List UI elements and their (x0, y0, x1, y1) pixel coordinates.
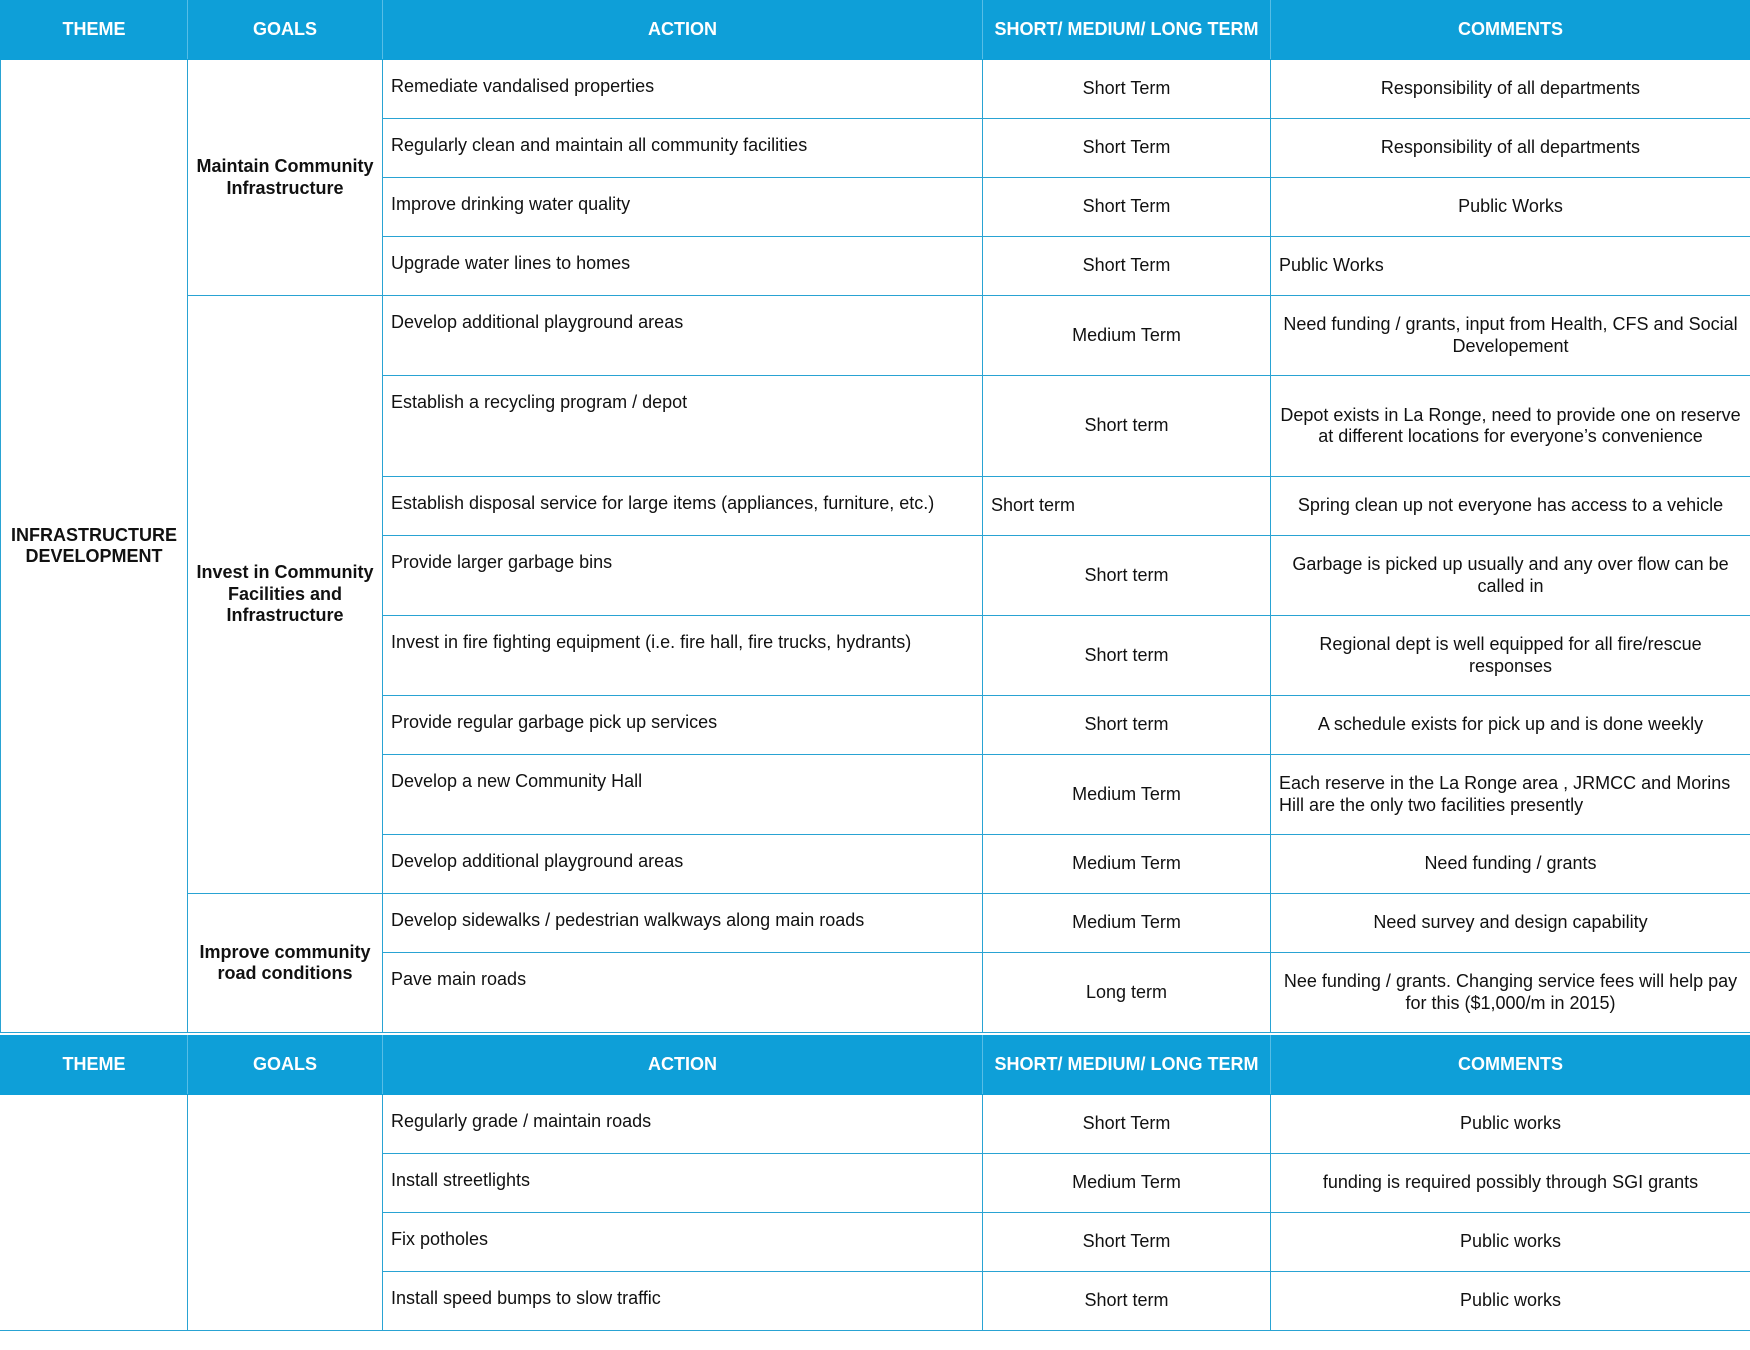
term-cell: Short term (983, 477, 1271, 536)
term-cell: Short Term (983, 178, 1271, 237)
action-cell: Upgrade water lines to homes (383, 237, 983, 296)
comment-cell: A schedule exists for pick up and is done weekly (1271, 696, 1750, 755)
comment-cell: funding is required possibly through SGI grants (1271, 1154, 1750, 1213)
header-theme: THEME (1, 1, 188, 60)
term-cell: Short Term (983, 60, 1271, 119)
header-goals: GOALS (188, 1, 383, 60)
term-cell: Short term (983, 376, 1271, 477)
action-cell: Regularly clean and maintain all community facilities (383, 119, 983, 178)
action-cell: Remediate vandalised properties (383, 60, 983, 119)
comment-cell: Need funding / grants, input from Health, CFS and Social Developement (1271, 296, 1750, 376)
action-cell: Establish disposal service for large items (appliances, furniture, etc.) (383, 477, 983, 536)
comment-cell: Spring clean up not everyone has access to a vehicle (1271, 477, 1750, 536)
action-cell: Improve drinking water quality (383, 178, 983, 237)
table-row (1, 60, 1750, 119)
comment-cell: Garbage is picked up usually and any over flow can be called in (1271, 536, 1750, 616)
action-cell: Fix potholes (383, 1213, 983, 1272)
header-term: SHORT/ MEDIUM/ LONG TERM (983, 1036, 1271, 1095)
term-cell: Short Term (983, 1213, 1271, 1272)
term-cell: Short term (983, 1272, 1271, 1331)
action-cell: Develop additional playground areas (383, 835, 983, 894)
term-cell: Short Term (983, 119, 1271, 178)
term-cell: Short Term (983, 237, 1271, 296)
action-cell: Develop a new Community Hall (383, 755, 983, 835)
action-cell: Install speed bumps to slow traffic (383, 1272, 983, 1331)
action-cell: Provide regular garbage pick up services (383, 696, 983, 755)
comment-cell: Each reserve in the La Ronge area , JRMCC and Morins Hill are the only two facilities presently (1271, 755, 1750, 835)
comment-cell: Responsibility of all departments (1271, 119, 1750, 178)
action-cell: Pave main roads (383, 953, 983, 1033)
comment-cell: Regional dept is well equipped for all fire/rescue responses (1271, 616, 1750, 696)
term-cell: Medium Term (983, 835, 1271, 894)
action-cell: Develop additional playground areas (383, 296, 983, 376)
comment-cell: Public works (1271, 1095, 1750, 1154)
comment-cell: Public Works (1271, 178, 1750, 237)
header-term: SHORT/ MEDIUM/ LONG TERM (983, 1, 1271, 60)
header-comments: COMMENTS (1271, 1, 1750, 60)
term-cell: Medium Term (983, 755, 1271, 835)
action-cell: Develop sidewalks / pedestrian walkways along main roads (383, 894, 983, 953)
table-row (1, 296, 1750, 376)
action-cell: Establish a recycling program / depot (383, 376, 983, 477)
goal-cell: Improve community road conditions (188, 894, 383, 1033)
header-theme: THEME (1, 1036, 188, 1095)
header-row (1, 1, 1750, 60)
comment-cell: Need survey and design capability (1271, 894, 1750, 953)
comment-cell: Public works (1271, 1272, 1750, 1331)
term-cell: Long term (983, 953, 1271, 1033)
comment-cell: Responsibility of all departments (1271, 60, 1750, 119)
comment-cell: Depot exists in La Ronge, need to provide one on reserve at different locations for everyone’s convenience (1271, 376, 1750, 477)
action-cell: Invest in fire fighting equipment (i.e. fire hall, fire trucks, hydrants) (383, 616, 983, 696)
comment-cell: Nee funding / grants. Changing service fees will help pay for this ($1,000/m in 2015) (1271, 953, 1750, 1033)
table-row (1, 1095, 1750, 1154)
term-cell: Short term (983, 616, 1271, 696)
goal-cell: Invest in Community Facilities and Infrastructure (188, 296, 383, 894)
term-cell: Medium Term (983, 894, 1271, 953)
goal-cell: Maintain Community Infrastructure (188, 60, 383, 296)
header-comments: COMMENTS (1271, 1036, 1750, 1095)
header-action: ACTION (383, 1, 983, 60)
term-cell: Medium Term (983, 296, 1271, 376)
term-cell: Medium Term (983, 1154, 1271, 1213)
comment-cell: Need funding / grants (1271, 835, 1750, 894)
action-cell: Provide larger garbage bins (383, 536, 983, 616)
header-action: ACTION (383, 1036, 983, 1095)
term-cell: Short term (983, 696, 1271, 755)
comment-cell: Public Works (1271, 237, 1750, 296)
term-cell: Short Term (983, 1095, 1271, 1154)
header-goals: GOALS (188, 1036, 383, 1095)
plan-table-2 (0, 1035, 1750, 1331)
theme-cell: INFRASTRUCTURE DEVELOPMENT (1, 60, 188, 1033)
goal-cell-empty (188, 1095, 383, 1331)
term-cell: Short term (983, 536, 1271, 616)
header-row (1, 1036, 1750, 1095)
action-cell: Regularly grade / maintain roads (383, 1095, 983, 1154)
theme-cell-empty (1, 1095, 188, 1331)
comment-cell: Public works (1271, 1213, 1750, 1272)
action-cell: Install streetlights (383, 1154, 983, 1213)
table-row (1, 894, 1750, 953)
